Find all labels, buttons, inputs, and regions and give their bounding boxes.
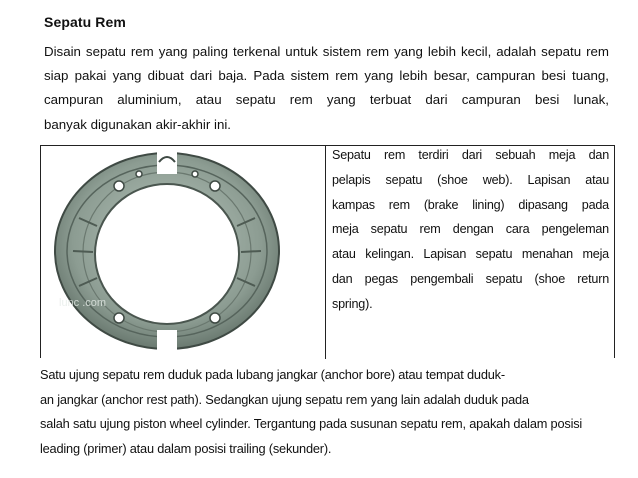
side-line: Sepatu rem terdiri dari sebuah meja dan [332, 148, 609, 162]
after-line: Satu ujung sepatu rem duduk pada lubang jangkar (anchor bore) atau tempat duduk- [40, 367, 505, 382]
intro-line: Disain sepatu rem yang paling terkenal untuk sistem rem yang lebih kecil, adalah sepatu rem [44, 44, 609, 59]
intro-line: banyak digunakan akir-akhir ini. [44, 116, 232, 132]
table-divider [325, 146, 326, 359]
after-paragraph [40, 363, 600, 461]
side-line: spring). [332, 296, 373, 311]
after-line: an jangkar (anchor rest path). Sedangkan ujung sepatu rem yang lain adalah duduk pada [40, 391, 529, 407]
watermark-text: lunc .com [59, 297, 107, 309]
after-line: salah satu ujung piston wheel cylinder. Tergantung pada susunan sepatu rem, apakah dalam posisi [40, 416, 583, 431]
side-paragraph [332, 143, 609, 317]
side-line: pelapis sepatu (shoe web). Lapisan atau [332, 172, 609, 187]
brake-shoe-image [49, 148, 319, 353]
intro-paragraph [44, 40, 609, 137]
intro-line: campuran aluminium, atau sepatu rem yang terbuat dari campuran besi lunak, [44, 92, 609, 108]
side-line: meja sepatu rem dengan cara pengeleman [332, 222, 609, 237]
side-line: kampas rem (brake lining) dipasang pada [332, 197, 609, 212]
section-heading: Sepatu Rem [44, 14, 126, 30]
after-line: leading (primer) atau dalam posisi trailing (sekunder). [40, 440, 332, 456]
side-line: dan pegas pengembali sepatu (shoe return [332, 271, 609, 286]
side-line: atau kelingan. Lapisan sepatu menahan meja [332, 247, 609, 262]
intro-line: siap pakai yang dibuat dari baja. Pada sistem rem yang lebih besar, campuran besi tuang, [44, 68, 609, 84]
